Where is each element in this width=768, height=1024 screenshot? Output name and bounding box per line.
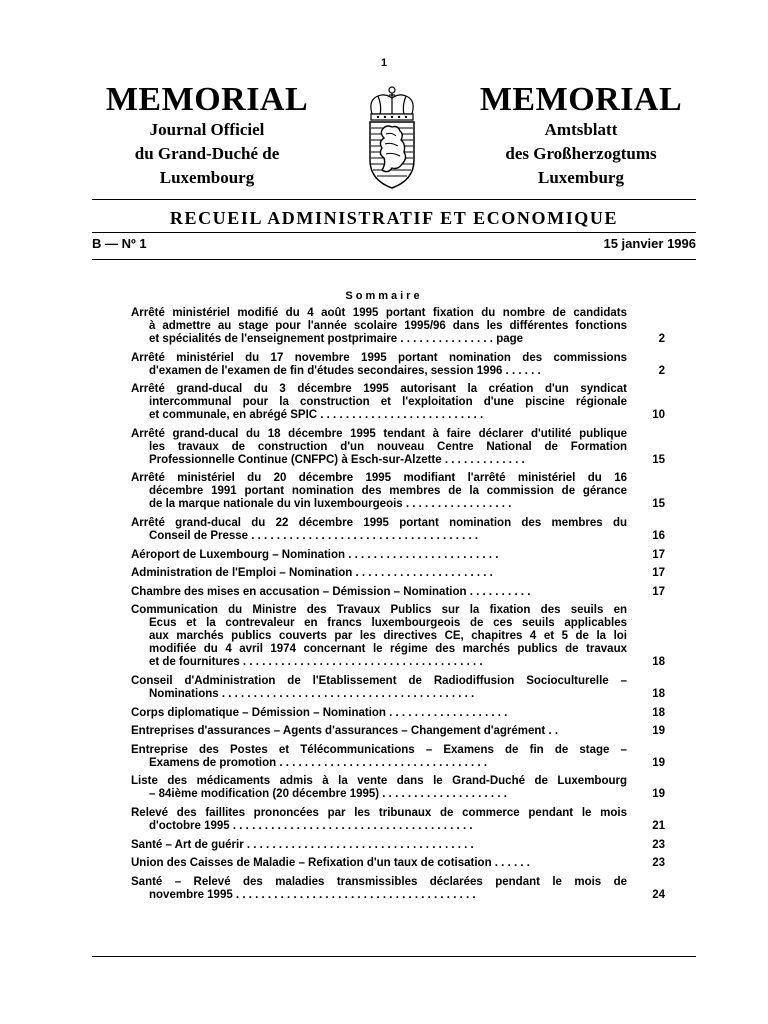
toc-entry-page: 17 (652, 585, 665, 598)
toc-entry-page: 2 (658, 333, 665, 345)
toc-entry-line: Communication du Ministre des Travaux Publics sur la fixation des seuils en (131, 604, 627, 617)
masthead-left-subtitle-3: Luxembourg (159, 168, 255, 187)
toc-entry-page: 18 (652, 706, 665, 719)
toc-entry-page: 10 (652, 409, 665, 422)
masthead-right (466, 82, 696, 190)
masthead (92, 82, 696, 192)
toc-entry-line: Entreprises d'assurances – Agents d'assurances – Changement d'agrément . . (131, 725, 559, 738)
toc-entry-line: Aéroport de Luxembourg – Nomination . . . . . . . . . . . . . . . . . . . . . . . . (131, 548, 499, 561)
toc-entry (131, 807, 665, 833)
toc-entry (131, 876, 665, 902)
section-divider (92, 232, 696, 233)
toc-entry-page: 17 (652, 548, 665, 561)
toc-entry-line: d'octobre 1995 . . . . . . . . . . . . . . . . . . . . . . . . . . . . . . . . . . . . . . (149, 819, 473, 832)
toc-entry (131, 549, 665, 562)
issue-date: 15 janvier 1996 (603, 236, 696, 251)
toc-entry-line: Conseil d'Administration de l'Etablissement de Radiodiffusion Socioculturelle – (131, 674, 627, 687)
toc-entry (131, 725, 665, 738)
toc-entry-line: et de fournitures . . . . . . . . . . . . . . . . . . . . . . . . . . . . . . . . . . . . . . (149, 656, 483, 669)
toc-entry-line: à admettre au stage pour l'année scolaire 1995/96 dans les différentes fonctions (149, 320, 627, 332)
toc-entry-line: – 84ième modification (20 décembre 1995) . . . . . . . . . . . . . . . . . . . . (149, 788, 507, 801)
toc-entry-line: Relevé des faillites prononcées par les tribunaux de commerce pendant le mois (131, 806, 627, 819)
toc-entry (131, 586, 665, 599)
toc-entry-line: et spécialités de l'enseignement postprimaire . . . . . . . . . . . . . . . page (149, 333, 524, 345)
toc-entry-line: intercommunal pour la construction et l'exploitation d'une piscine régionale (149, 396, 627, 409)
issue-divider (92, 259, 696, 260)
toc-entry (131, 857, 665, 870)
toc-entry-line: de la marque nationale du vin luxembourgeois . . . . . . . . . . . . . . . . . (149, 498, 512, 511)
toc-entry-line: Entreprise des Postes et Télécommunications – Examens de fin de stage – (131, 743, 627, 756)
toc-entry-line: Chambre des mises en accusation – Démission – Nomination . . . . . . . . . . (131, 585, 531, 598)
toc-entry-line: Arrêté grand-ducal du 18 décembre 1995 tendant à faire déclarer d'utilité publique (131, 427, 627, 440)
toc-entry-line: modifiée du 4 avril 1974 concernant le régime des marchés publics de travaux (149, 643, 627, 656)
table-of-contents (131, 307, 665, 907)
toc-entry (131, 517, 665, 543)
toc-entry-line: Arrêté grand-ducal du 3 décembre 1995 autorisant la création d'un syndicat (131, 383, 627, 396)
masthead-left (92, 82, 322, 190)
toc-entry-line: et communale, en abrégé SPIC . . . . . . . . . . . . . . . . . . . . . . . . . . (149, 409, 484, 422)
toc-entry-line: d'examen de l'examen de fin d'études secondaires, session 1996 . . . . . . (149, 364, 541, 377)
toc-entry (131, 472, 665, 511)
toc-entry-line: Ecus et la contrevaleur en francs luxembourgeois de ces seuils applicables (149, 617, 627, 630)
toc-entry-line: Santé – Relevé des maladies transmissibles déclarées pendant le mois de (131, 875, 627, 888)
toc-entry-page: 18 (652, 656, 665, 669)
toc-entry-line: Professionnelle Continue (CNFPC) à Esch-sur-Alzette . . . . . . . . . . . . . (149, 453, 525, 466)
toc-entry-page: 19 (652, 756, 665, 769)
masthead-right-subtitle-1: Amtsblatt (544, 120, 618, 139)
toc-entry-page: 24 (652, 888, 665, 901)
toc-entry-line: décembre 1991 portant nomination des membres de la commission de gérance (149, 485, 627, 498)
toc-entry (131, 839, 665, 852)
toc-entry-line: Corps diplomatique – Démission – Nomination . . . . . . . . . . . . . . . . . . . (131, 706, 508, 719)
toc-entry-line: Arrêté grand-ducal du 22 décembre 1995 portant nomination des membres du (131, 516, 627, 529)
toc-entry-line: Santé – Art de guérir . . . . . . . . . . . . . . . . . . . . . . . . . . . . . . . . . . . . (131, 838, 474, 851)
toc-entry (131, 352, 665, 378)
issue-number: B — Nº 1 (92, 236, 147, 251)
toc-entry-page: 19 (652, 725, 665, 738)
masthead-divider (92, 199, 696, 200)
footer-divider (92, 956, 696, 957)
toc-entry-line: Arrêté ministériel du 20 décembre 1995 modifiant l'arrêté ministériel du 16 (131, 472, 627, 485)
toc-entry (131, 775, 665, 801)
toc-entry-line: Liste des médicaments admis à la vente dans le Grand-Duché de Luxembourg (131, 775, 627, 788)
toc-entry-line: novembre 1995 . . . . . . . . . . . . . . . . . . . . . . . . . . . . . . . . . . . . . . (149, 888, 476, 901)
masthead-right-title: MEMORIAL (479, 81, 683, 118)
toc-entry (131, 604, 665, 669)
masthead-left-title: MEMORIAL (105, 81, 309, 118)
toc-entry (131, 675, 665, 701)
toc-entry-page: 19 (652, 788, 665, 801)
toc-entry-page: 16 (652, 529, 665, 542)
toc-entry-line: Administration de l'Emploi – Nomination . . . . . . . . . . . . . . . . . . . . . . (131, 567, 493, 580)
coat-of-arms-icon (358, 84, 426, 192)
toc-entry (131, 567, 665, 580)
toc-entry-page: 15 (652, 453, 665, 466)
table-of-contents-heading: Sommaire (345, 290, 423, 302)
toc-entry (131, 707, 665, 720)
toc-entry-line: Arrêté ministériel modifié du 4 août 1995 portant fixation du nombre de candidats (131, 307, 627, 319)
toc-entry (131, 307, 665, 346)
toc-entry-page: 23 (652, 857, 665, 870)
toc-entry-line: les travaux de construction d'un nouveau Centre National de Formation (149, 440, 627, 453)
masthead-left-subtitle-1: Journal Officiel (149, 120, 265, 139)
toc-entry-line: Conseil de Presse . . . . . . . . . . . . . . . . . . . . . . . . . . . . . . . . . . . . (149, 529, 479, 542)
toc-entry (131, 744, 665, 770)
toc-entry-page: 15 (652, 498, 665, 511)
toc-entry-page: 17 (652, 567, 665, 580)
toc-entry-line: Nominations . . . . . . . . . . . . . . . . . . . . . . . . . . . . . . . . . . . . . . . . (149, 687, 475, 700)
masthead-right-subtitle-3: Luxemburg (538, 168, 624, 187)
toc-entry (131, 383, 665, 422)
page-number: 1 (380, 57, 388, 69)
toc-entry-line: Examens de promotion . . . . . . . . . . . . . . . . . . . . . . . . . . . . . . . . . (149, 756, 488, 769)
toc-entry-page: 2 (658, 364, 665, 377)
toc-entry-page: 23 (652, 838, 665, 851)
toc-entry-line: aux marchés publics couverts par les directives CE, chapitres 4 et 5 de la loi (149, 630, 627, 643)
toc-entry (131, 428, 665, 467)
section-title: RECUEIL ADMINISTRATIF ET ECONOMIQUE (169, 208, 619, 228)
toc-entry-line: Arrêté ministériel du 17 novembre 1995 portant nomination des commissions (131, 351, 627, 364)
masthead-right-subtitle-2: des Großherzogtums (505, 144, 657, 163)
toc-entry-line: Union des Caisses de Maladie – Refixation d'un taux de cotisation . . . . . . (131, 857, 530, 870)
toc-entry-page: 18 (652, 687, 665, 700)
masthead-left-subtitle-2: du Grand-Duché de (134, 144, 280, 163)
toc-entry-page: 21 (652, 819, 665, 832)
